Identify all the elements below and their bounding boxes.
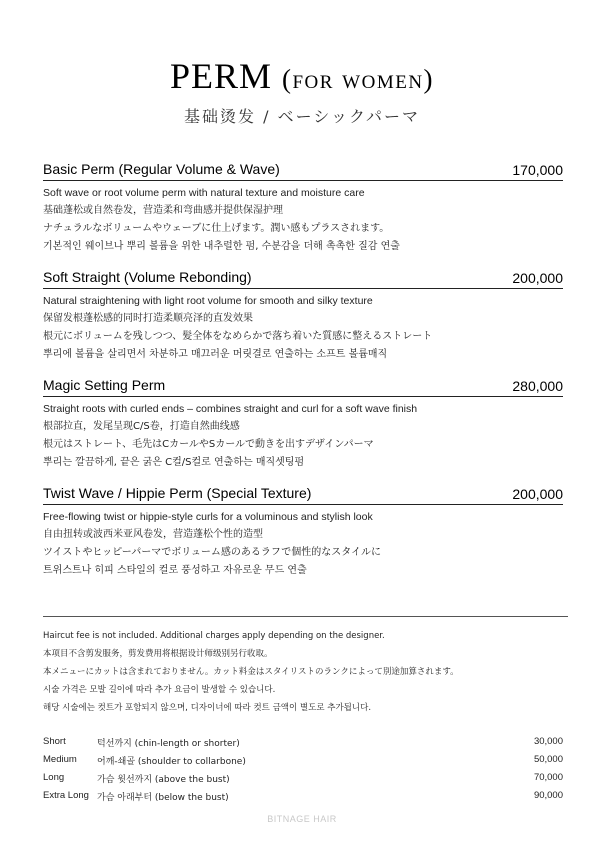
section-divider [43,616,568,617]
surcharge-desc: 가슴 윗선까지 (above the bust) [97,775,230,785]
menu-item-price: 170,000 [512,162,563,178]
notes-section [43,627,573,717]
menu-item-desc-en: Free-flowing twist or hippie-style curls for a voluminous and stylish look [43,511,373,523]
surcharge-desc: 턱선까지 (chin-length or shorter) [97,739,240,749]
surcharge-desc: 어깨-쇄골 (shoulder to collarbone) [97,757,246,767]
menu-item-desc-en: Natural straightening with light root volume for smooth and silky texture [43,295,373,307]
menu-item-desc-ko: 트위스트나 히피 스타일의 컬로 풍성하고 자유로운 무드 연출 [43,565,307,576]
surcharge-price: 90,000 [533,790,563,801]
menu-item-header [43,377,563,397]
page-subtitle: 基础烫发 / ベーシックパーマ [184,107,420,126]
menu-item-desc-zh: 自由扭转或波西米亚风卷发，营造蓬松个性的造型 [43,529,263,540]
menu-item-desc-ko: 기본적인 웨이브나 뿌리 볼륨을 위한 내추럴한 펌, 수분감을 더해 촉촉한 질감 연출 [43,241,400,252]
menu-item-soft-straight [43,269,563,364]
note-line: Haircut fee is not included. Additional charges apply depending on the designer. [43,631,385,641]
surcharge-row [43,733,563,751]
menu-item-desc-ko: 뿌리는 깔끔하게, 끝은 굵은 C컬/S컬로 연출하는 매직셋팅펌 [43,457,305,468]
menu-item-header [43,269,563,289]
menu-item-header [43,485,563,505]
page-title [0,55,604,97]
surcharge-row [43,769,563,787]
menu-item-desc-ja: ナチュラルなボリュームやウェーブに仕上げます。潤い感もプラスされます。 [43,223,390,234]
menu-item-name: Soft Straight (Volume Rebonding) [43,269,252,285]
note-line: 本项目不含剪发服务，剪发费用将根据设计师级别另行收取。 [43,649,273,659]
menu-item-price: 200,000 [512,270,563,286]
menu-item-desc-zh: 保留发根蓬松感的同时打造柔顺亮泽的直发效果 [43,313,253,324]
surcharge-price: 70,000 [533,772,563,783]
surcharge-label: Extra Long [43,790,89,801]
surcharge-price: 50,000 [533,754,563,765]
length-surcharge-table [43,733,563,805]
menu-item-price: 200,000 [512,486,563,502]
brand-watermark: BITNAGE HAIR [267,814,337,824]
menu-item-header [43,161,563,181]
menu-item-twist-wave [43,485,563,580]
surcharge-row [43,787,563,805]
surcharge-row [43,751,563,769]
note-line: 本メニューにカットは含まれておりません。カット料金はスタイリストのランクによって別途加算されます。 [43,667,459,677]
menu-item-name: Basic Perm (Regular Volume & Wave) [43,161,280,177]
menu-item-magic-setting [43,377,563,472]
menu-item-name: Magic Setting Perm [43,377,166,393]
menu-item-desc-zh: 基础蓬松或自然卷发，营造柔和弯曲感并提供保湿护理 [43,205,283,216]
menu-item-basic-perm [43,161,563,256]
note-line: 해당 시술에는 컷트가 포함되지 않으며, 디자이너에 따라 컷트 금액이 별도로 추가됩니다. [43,703,372,713]
title-main: PERM [169,56,272,96]
menu-item-desc-ko: 뿌리에 볼륨을 살리면서 차분하고 매끄러운 머릿결로 연출하는 소프트 볼륨매직 [43,349,388,360]
menu-item-desc-zh: 根部拉直，发尾呈现C/S卷，打造自然曲线感 [43,421,240,432]
menu-item-desc-en: Straight roots with curled ends – combines straight and curl for a soft wave finish [43,403,418,415]
surcharge-price: 30,000 [533,736,563,747]
menu-item-name: Twist Wave / Hippie Perm (Special Texture) [43,485,312,501]
menu-item-desc-ja: 根元はストレート、毛先はCカールやSカールで動きを出すデザインパーマ [43,439,374,450]
surcharge-label: Long [43,772,65,783]
menu-item-desc-ja: ツイストやヒッピーパーマでボリューム感のあるラフで個性的なスタイルに [43,547,381,558]
surcharge-desc: 가슴 아래부터 (below the bust) [97,793,229,803]
note-line: 시술 가격은 모발 길이에 따라 추가 요금이 발생할 수 있습니다. [43,685,276,695]
title-sub: (for women) [281,64,435,94]
menu-item-price: 280,000 [512,378,563,394]
surcharge-label: Medium [43,754,77,765]
menu-item-desc-ja: 根元にボリュームを残しつつ、髪全体をなめらかで落ち着いた質感に整えるストレート [43,331,433,342]
surcharge-label: Short [43,736,66,747]
menu-item-desc-en: Soft wave or root volume perm with natural texture and moisture care [43,187,365,199]
